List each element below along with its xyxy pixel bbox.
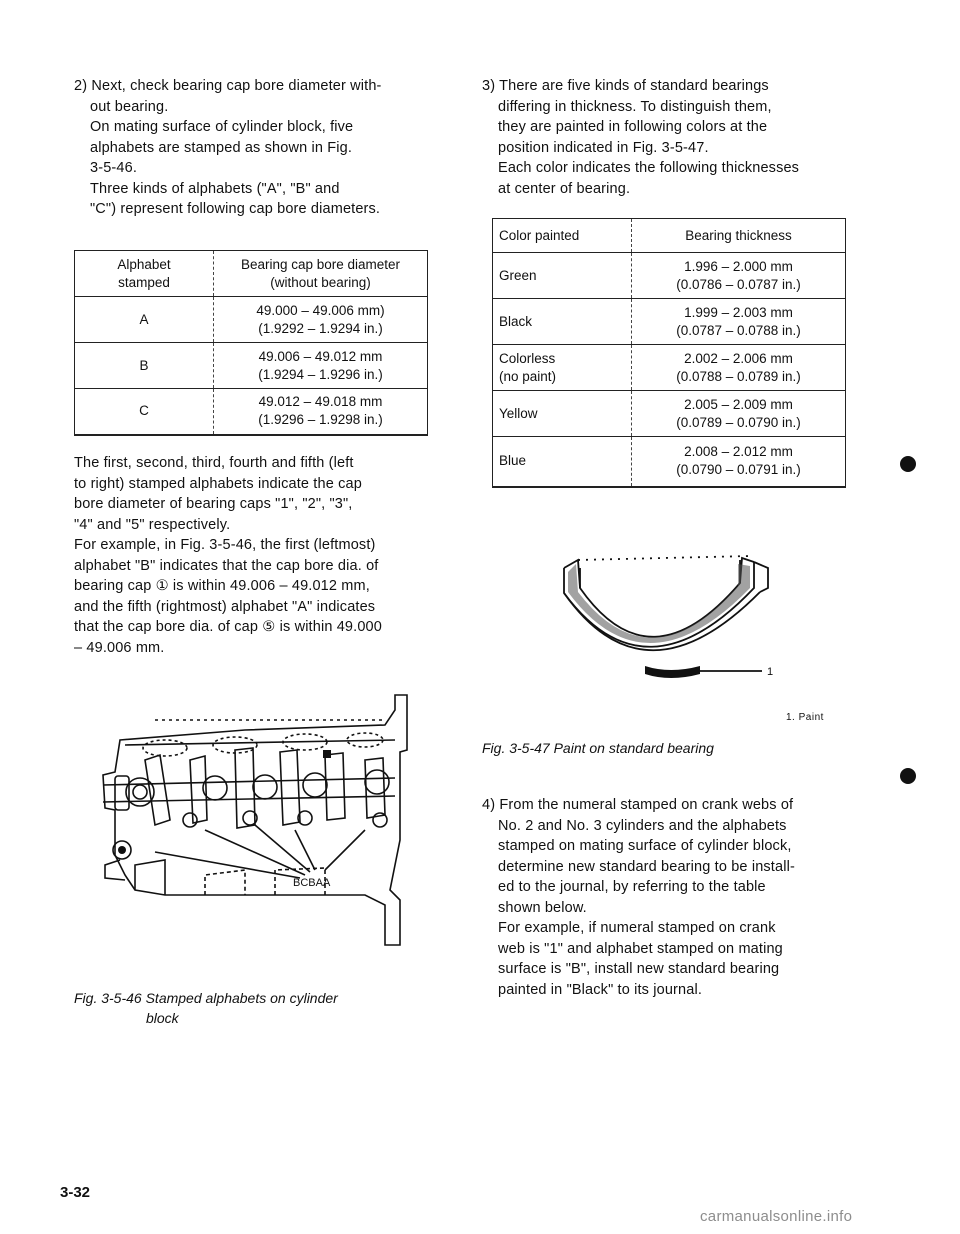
step-2-line: 2) Next, check bearing cap bore diameter with- [74, 78, 382, 94]
table-header-row [493, 219, 846, 253]
table-row [493, 253, 846, 299]
step-4-line: For example, if numeral stamped on crank [498, 920, 776, 936]
table-cell: 49.006 – 49.012 mm (1.9294 – 1.9296 in.) [214, 343, 428, 389]
table-cell: Green [493, 253, 632, 299]
step-3-line: they are painted in following colors at the [498, 119, 768, 135]
bearing-shell-illustration [550, 548, 780, 688]
table-row [75, 389, 428, 435]
step-3-line: differing in thickness. To distinguish them, [498, 98, 772, 115]
table-cell: 1.999 – 2.003 mm (0.0787 – 0.0788 in.) [632, 299, 846, 345]
paint-callout-number: 1 [767, 666, 774, 678]
paragraph-line: to right) stamped alphabets indicate the cap [74, 475, 362, 492]
table-row [493, 391, 846, 437]
paragraph-line: For example, in Fig. 3-5-46, the first (leftmost) [74, 537, 376, 553]
cap-bore-table [74, 250, 428, 436]
step-2-line: On mating surface of cylinder block, five [90, 119, 354, 135]
step-2-line: out bearing. [90, 98, 169, 115]
figure-3-5-47-caption: Fig. 3-5-47 Paint on standard bearing [482, 740, 714, 756]
binding-hole-mark-upper [900, 456, 916, 472]
caption-line: block [146, 1010, 179, 1026]
table-cell: 2.005 – 2.009 mm (0.0789 – 0.0790 in.) [632, 391, 846, 437]
table-cell: Colorless (no paint) [493, 345, 632, 391]
paragraph-line: that the cap bore dia. of cap ⑤ is within 49.000 [74, 619, 382, 635]
bearing-thickness-table [492, 218, 846, 488]
table-cell: B [75, 343, 214, 389]
paragraph-line: bearing cap ① is within 49.006 – 49.012 mm, [74, 578, 370, 594]
paint-legend: 1. Paint [786, 712, 824, 723]
step-4-paragraph [482, 795, 852, 1000]
step-4-line: stamped on mating surface of cylinder block, [498, 838, 792, 854]
table-cell: 2.002 – 2.006 mm (0.0788 – 0.0789 in.) [632, 345, 846, 391]
step-3-line: Each color indicates the following thicknesses [498, 160, 800, 176]
table-cell: Black [493, 299, 632, 345]
step-3-paragraph [482, 76, 852, 199]
binding-hole-mark-lower [900, 768, 916, 784]
watermark: carmanualsonline.info [700, 1208, 853, 1225]
table-cell: C [75, 389, 214, 435]
table-cell: Blue [493, 437, 632, 487]
paragraph-line: alphabet "B" indicates that the cap bore dia. of [74, 557, 379, 574]
table-header-cell: Bearing cap bore diameter (without bearing) [214, 251, 428, 297]
page-number: 3-32 [60, 1184, 91, 1201]
step-4-line: determine new standard bearing to be install- [498, 858, 795, 875]
step-2-line: Three kinds of alphabets ("A", "B" and [90, 180, 340, 197]
paragraph-line: bore diameter of bearing caps "1", "2", "3", [74, 496, 353, 512]
step-4-line: No. 2 and No. 3 cylinders and the alphabets [498, 817, 787, 834]
stamp-letters: BCBAA [293, 877, 331, 889]
step-2-paragraph [74, 76, 436, 220]
table-header-cell: Color painted [493, 219, 632, 253]
table-header-cell: Alphabet stamped [75, 251, 214, 297]
table-row [493, 437, 846, 487]
step-2-line: alphabets are stamped as shown in Fig. [90, 139, 353, 156]
figure-3-5-46-caption [74, 988, 414, 1028]
step-4-line: painted in "Black" to its journal. [498, 981, 703, 998]
cap-explanation-paragraph [74, 453, 436, 658]
paragraph-line: and the fifth (rightmost) alphabet "A" indicates [74, 598, 376, 615]
table-cell: 1.996 – 2.000 mm (0.0786 – 0.0787 in.) [632, 253, 846, 299]
table-header-cell: Bearing thickness [632, 219, 846, 253]
step-3-line: at center of bearing. [498, 180, 631, 197]
table-cell: 2.008 – 2.012 mm (0.0790 – 0.0791 in.) [632, 437, 846, 487]
step-4-line: shown below. [498, 899, 587, 916]
table-cell: A [75, 297, 214, 343]
cylinder-block-illustration [95, 690, 415, 950]
step-4-line: 4) From the numeral stamped on crank webs of [482, 797, 794, 813]
step-2-line: 3-5-46. [90, 160, 137, 176]
paragraph-line: "4" and "5" respectively. [74, 516, 231, 533]
table-row [493, 299, 846, 345]
table-cell: Yellow [493, 391, 632, 437]
table-cell: 49.012 – 49.018 mm (1.9296 – 1.9298 in.) [214, 389, 428, 435]
paragraph-line: The first, second, third, fourth and fifth (left [74, 455, 354, 471]
step-3-line: 3) There are five kinds of standard bearings [482, 78, 769, 94]
paragraph-line: – 49.006 mm. [74, 639, 165, 656]
step-2-line: "C") represent following cap bore diameters. [90, 201, 381, 217]
step-4-line: surface is "B", install new standard bearing [498, 961, 780, 977]
table-cell: 49.000 – 49.006 mm) (1.9292 – 1.9294 in.) [214, 297, 428, 343]
step-4-line: web is "1" and alphabet stamped on mating [498, 940, 783, 957]
table-row [75, 297, 428, 343]
table-header-row [75, 251, 428, 297]
table-row [493, 345, 846, 391]
step-4-line: ed to the journal, by referring to the table [498, 879, 766, 895]
table-row [75, 343, 428, 389]
step-3-line: position indicated in Fig. 3-5-47. [498, 139, 709, 156]
caption-line: Fig. 3-5-46 Stamped alphabets on cylinder [74, 990, 338, 1006]
